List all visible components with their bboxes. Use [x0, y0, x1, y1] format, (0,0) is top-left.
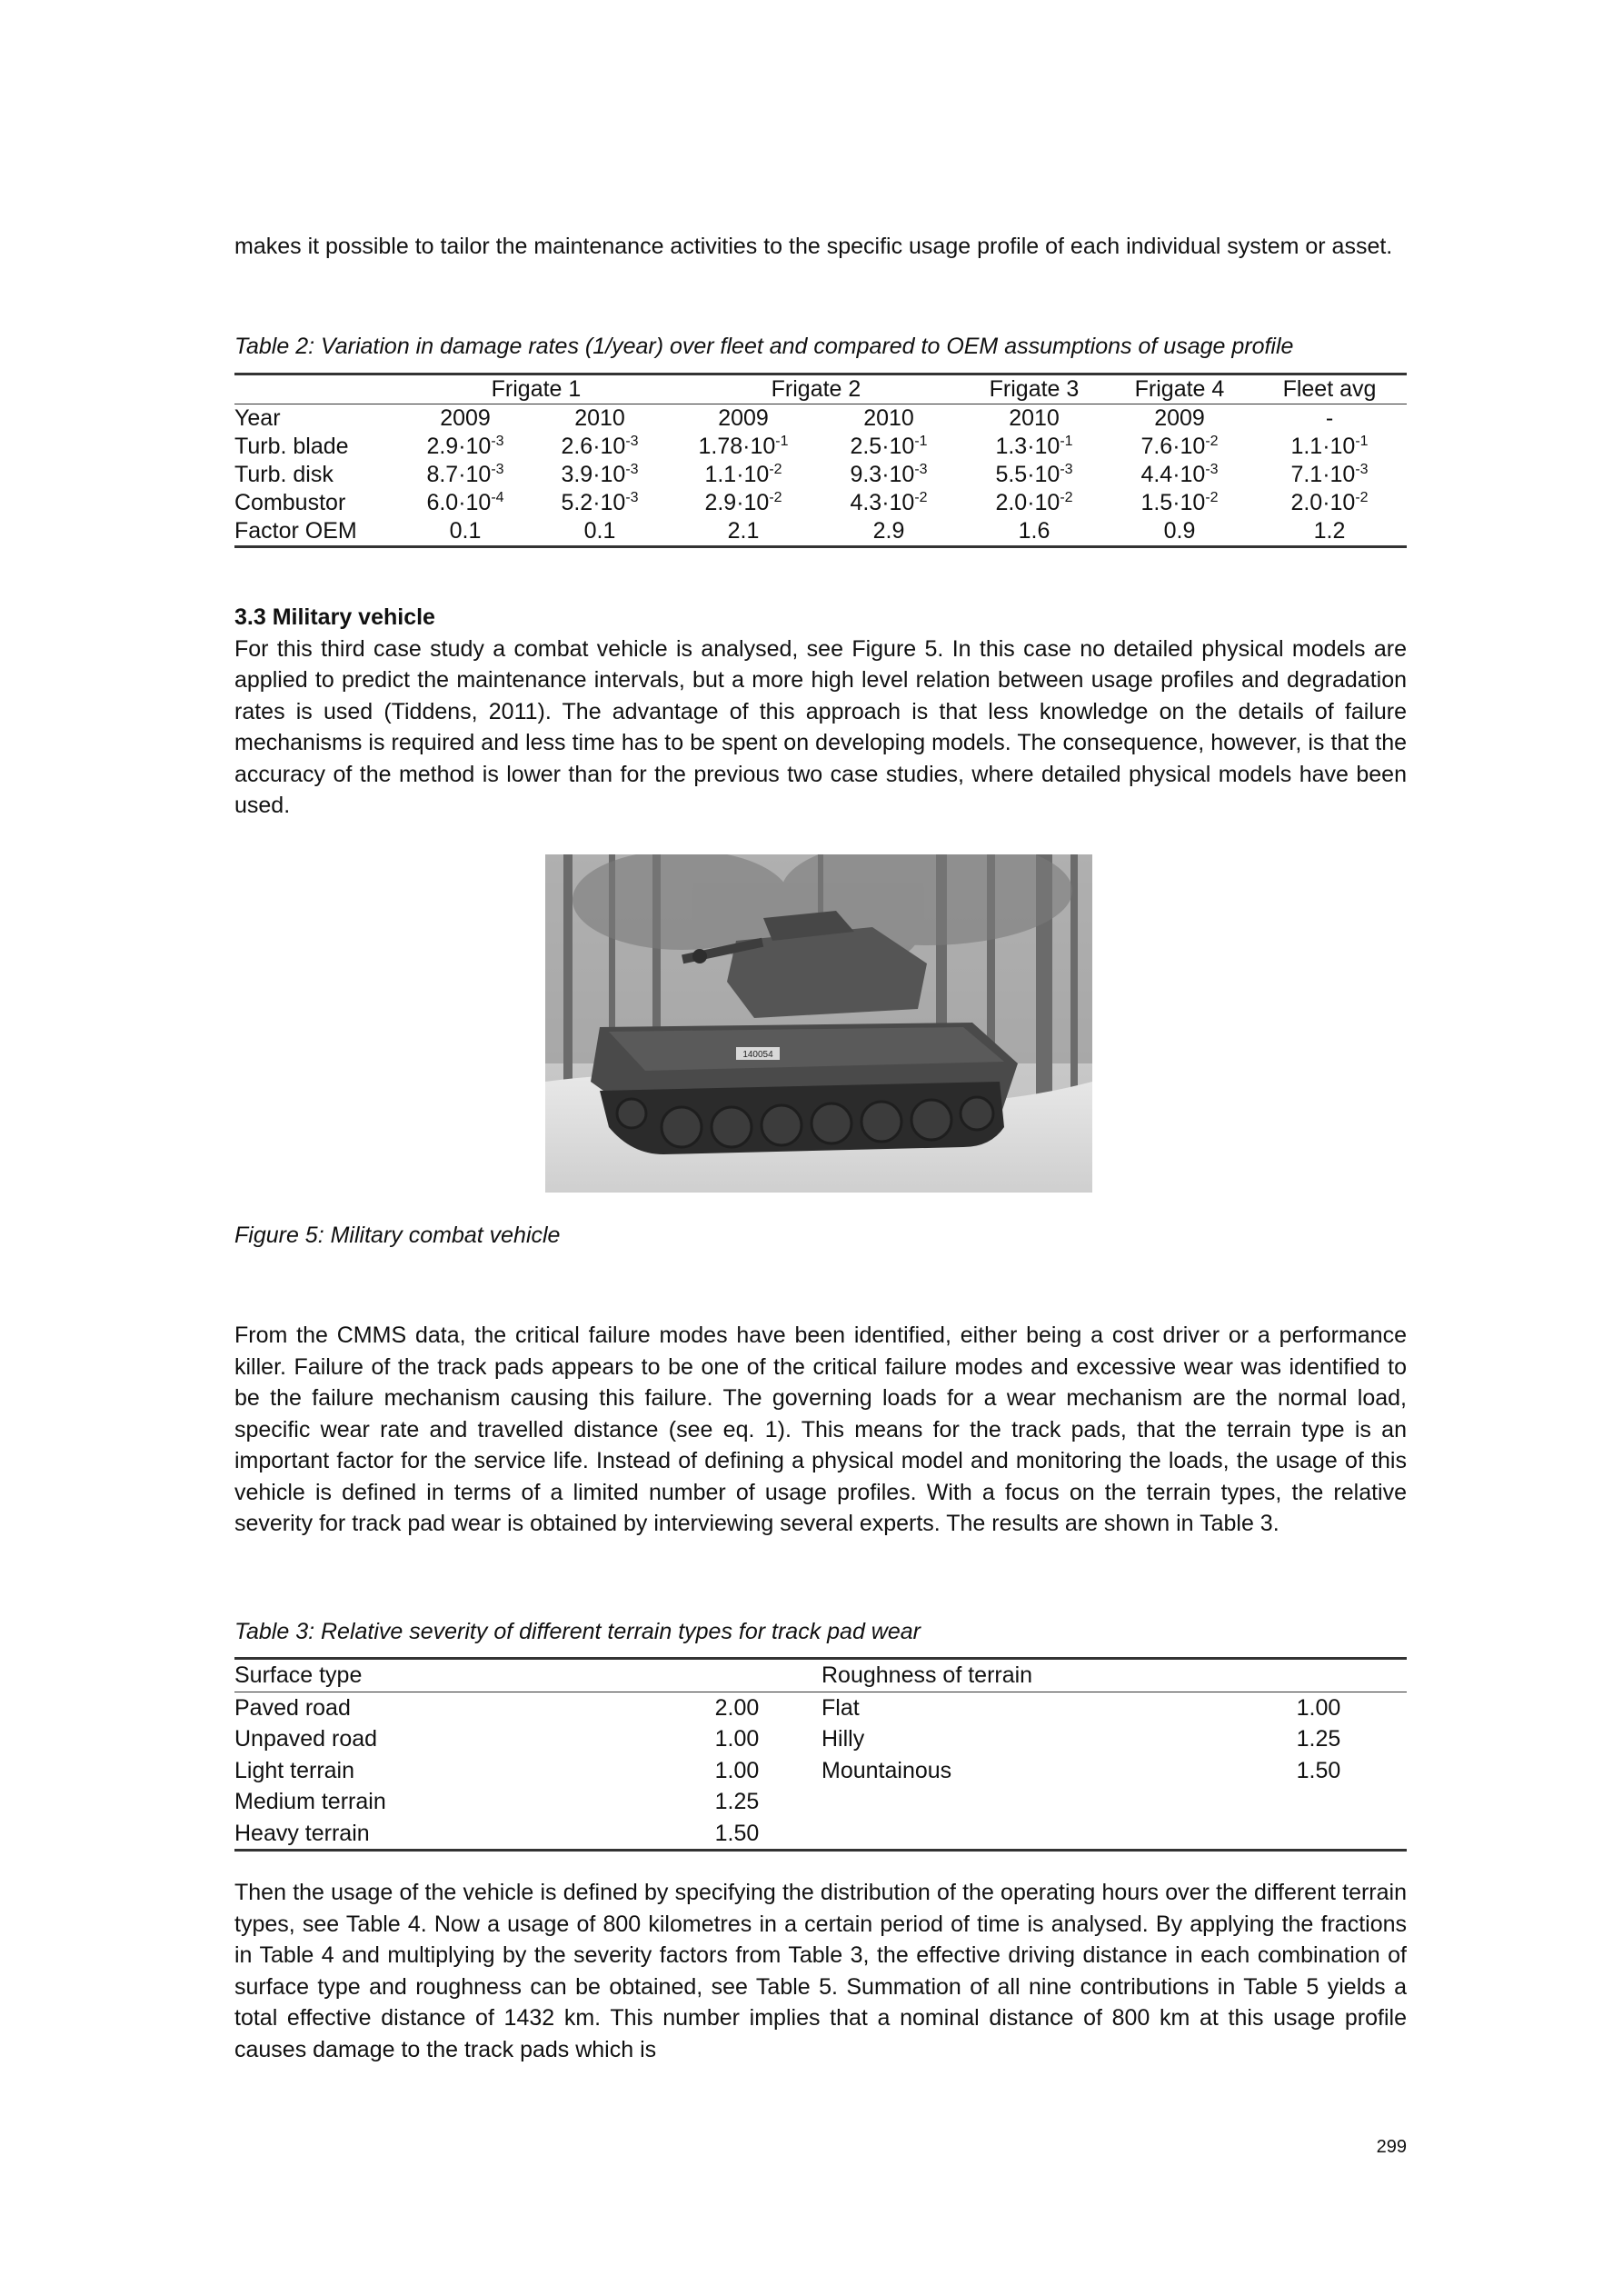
table3-header	[234, 1659, 1407, 1692]
table2-cell	[402, 433, 529, 461]
cell-value: 0.1	[449, 518, 482, 544]
table2-cell	[816, 404, 961, 434]
cell-exponent: -2	[1205, 434, 1219, 449]
cell-exponent: -3	[914, 462, 928, 477]
surface-type-cell: Heavy terrain	[234, 1818, 652, 1851]
surface-type-cell: Paved road	[234, 1694, 351, 1721]
cell-exponent: -2	[769, 462, 782, 477]
table2-group-header	[234, 374, 1407, 404]
table2-cell	[1107, 433, 1252, 461]
table3-row	[234, 1692, 1407, 1723]
cell-value: 5.2·10	[561, 490, 626, 515]
cell-exponent: -3	[491, 434, 504, 449]
row-label: Turb. disk	[234, 462, 334, 487]
cell-exponent: -3	[1355, 462, 1369, 477]
paragraph-usage-text: Then the usage of the vehicle is defined by specifying the distribution of the operating hours over the different terrain types, see Table 4. Now a usage of 800 kilometres in a certain period of time is analysed. By applying the fractions in Table 4 and multiplying by the severity factors from Table 3, the effective driving distance in each combination of surface type and roughness can be obtained, see Table 5. Summation of all nine contributions in Table 5 yields a total effective distance of 1432 km. This number implies that a nominal distance of 800 km at this usage profile causes damage to the track pads which is	[234, 1880, 1407, 2062]
cell-value: 8.7·10	[426, 462, 492, 487]
table3-row	[234, 1818, 1407, 1851]
surface-value-cell: 2.00	[714, 1694, 760, 1721]
cell-value: 2.0·10	[995, 490, 1060, 515]
surface-type-cell: Medium terrain	[234, 1789, 386, 1814]
cell-exponent: -1	[775, 434, 789, 449]
roughness-cell	[821, 1786, 1230, 1818]
cell-value: 1.5·10	[1140, 490, 1206, 515]
surface-type-cell: Light terrain	[234, 1757, 355, 1783]
table2-cell	[1107, 489, 1252, 517]
table2-cell	[671, 404, 816, 434]
table2-caption: Table 2: Variation in damage rates (1/year) over fleet and compared to OEM assumptions of usage profile	[234, 334, 1294, 359]
table2-cell	[816, 517, 961, 547]
table3-row	[234, 1755, 1407, 1787]
table2-cell	[1252, 433, 1407, 461]
cell-exponent: -2	[769, 490, 782, 505]
table2-cell	[402, 517, 529, 547]
table3-row	[234, 1723, 1407, 1755]
cell-value: 2.9	[872, 518, 905, 544]
group-header-cell: Frigate 2	[671, 374, 961, 404]
cell-value: 1.78·10	[698, 434, 776, 459]
cell-value: 2010	[1009, 405, 1060, 431]
cell-value: 4.4·10	[1140, 462, 1206, 487]
cell-value: 2009	[718, 405, 769, 431]
cell-value: 1.3·10	[995, 434, 1060, 459]
cell-value: 2.6·10	[561, 434, 626, 459]
section-heading: 3.3 Military vehicle	[234, 604, 435, 630]
table2-cell	[529, 433, 671, 461]
table2-cell	[529, 404, 671, 434]
roughness-cell: Flat	[821, 1694, 860, 1721]
cell-exponent: -1	[1355, 434, 1369, 449]
table2-cell	[1107, 517, 1252, 547]
figure5-caption: Figure 5: Military combat vehicle	[234, 1223, 561, 1248]
section-3-3	[234, 602, 1407, 822]
table2-cell	[816, 433, 961, 461]
cell-value: 0.1	[583, 518, 616, 544]
table3	[234, 1657, 1407, 1852]
table2-cell	[529, 517, 671, 547]
cell-value: 2010	[863, 405, 914, 431]
table2	[234, 373, 1407, 548]
table2-cell	[671, 489, 816, 517]
table2-cell	[961, 404, 1107, 434]
paragraph-usage	[234, 1877, 1407, 2065]
table2-row	[234, 517, 1407, 547]
table2-cell	[402, 489, 529, 517]
cell-exponent: -3	[1060, 462, 1073, 477]
cell-value: 2.0·10	[1290, 490, 1356, 515]
roughness-value-cell	[1230, 1786, 1407, 1818]
combat-vehicle-image	[545, 854, 1092, 1193]
cell-exponent: -2	[1355, 490, 1369, 505]
table2-cell	[961, 517, 1107, 547]
surface-value-cell: 1.50	[652, 1818, 821, 1851]
cell-value: 2.9·10	[704, 490, 770, 515]
cell-value: 5.5·10	[995, 462, 1060, 487]
cell-exponent: -2	[914, 490, 928, 505]
table2-cell	[529, 461, 671, 489]
table2-cell	[671, 461, 816, 489]
table2-cell	[1252, 517, 1407, 547]
header-surface-type: Surface type	[234, 1659, 821, 1692]
table2-row	[234, 404, 1407, 434]
table2-cell	[961, 433, 1107, 461]
surface-value-cell: 1.25	[714, 1789, 760, 1814]
cell-value: 2010	[574, 405, 625, 431]
intro-text: makes it possible to tailor the maintenance activities to the specific usage profile of each individual system or asset.	[234, 234, 1393, 259]
cell-exponent: -3	[1205, 462, 1219, 477]
table3-grid	[234, 1657, 1407, 1852]
cell-value: 3.9·10	[561, 462, 626, 487]
table2-cell	[816, 461, 961, 489]
section-paragraph: For this third case study a combat vehicle is analysed, see Figure 5. In this case no detailed physical models are applied to predict the maintenance intervals, but a more high level relation between usage profiles and degradation rates is used (Tiddens, 2011). The advantage of this approach is that less knowledge on the details of failure mechanisms is required and less time has to be spent on developing models. The consequence, however, is that the accuracy of the method is lower than for the previous two case studies, where detailed physical models have been used.	[234, 635, 1407, 818]
cell-value: 0.9	[1163, 518, 1196, 544]
intro-paragraph	[234, 231, 1407, 263]
cell-exponent: -3	[625, 434, 639, 449]
roughness-cell	[821, 1818, 1230, 1851]
table2-cell	[1107, 461, 1252, 489]
cell-value: 4.3·10	[850, 490, 915, 515]
group-header-cell: Fleet avg	[1252, 374, 1407, 404]
cell-value: 6.0·10	[426, 490, 492, 515]
group-header-cell: Frigate 4	[1107, 374, 1252, 404]
cell-exponent: -1	[914, 434, 928, 449]
cell-exponent: -3	[625, 462, 639, 477]
table3-caption: Table 3: Relative severity of different terrain types for track pad wear	[234, 1619, 921, 1644]
paragraph-cmms-text: From the CMMS data, the critical failure modes have been identified, either being a cost driver or a performance killer. Failure of the track pads appears to be one of the critical failure modes and excessive wear was identified to be the failure mechanism causing this failure. The governing loads for a wear mechanism are the normal load, specific wear rate and travelled distance (see eq. 1). This means for the track pads, that the terrain type is an important factor for the service life. Instead of defining a physical model and monitoring the loads, the usage of this vehicle is defined in terms of a limited number of usage profiles. With a focus on the terrain types, the relative severity for track pad wear is obtained by interviewing several experts. The results are shown in Table 3.	[234, 1323, 1407, 1536]
roughness-cell: Hilly	[821, 1726, 865, 1752]
row-label: Combustor	[234, 490, 346, 515]
table2-cell	[671, 517, 816, 547]
table2-row	[234, 489, 1407, 517]
cell-value: 2009	[1154, 405, 1205, 431]
cell-value: 1.1·10	[704, 462, 770, 487]
table2-cell	[529, 489, 671, 517]
page-number: 299	[1376, 2137, 1407, 2157]
cell-exponent: -3	[491, 462, 504, 477]
surface-type-cell: Unpaved road	[234, 1726, 378, 1752]
row-label: Turb. blade	[234, 434, 349, 459]
cell-value: 2.1	[727, 518, 760, 544]
surface-value-cell: 1.00	[714, 1726, 760, 1752]
cell-value: 7.1·10	[1290, 462, 1356, 487]
roughness-value-cell: 1.00	[1296, 1694, 1341, 1721]
table2-cell	[961, 461, 1107, 489]
table2-cell	[961, 489, 1107, 517]
row-label: Year	[234, 404, 402, 434]
row-label: Factor OEM	[234, 517, 402, 547]
table2-cell	[816, 489, 961, 517]
cell-exponent: -3	[625, 490, 639, 505]
cell-value: 1.6	[1018, 518, 1050, 544]
cell-exponent: -1	[1060, 434, 1073, 449]
roughness-cell: Mountainous	[821, 1757, 952, 1783]
header-roughness: Roughness of terrain	[821, 1659, 1407, 1692]
combat-vehicle-photo	[545, 854, 1092, 1193]
table2-row	[234, 433, 1407, 461]
table2-cell	[402, 404, 529, 434]
table2-cell	[1252, 461, 1407, 489]
cell-value: 2.5·10	[850, 434, 915, 459]
table2-cell	[1107, 404, 1252, 434]
table2-cell	[402, 461, 529, 489]
cell-exponent: -4	[491, 490, 504, 505]
group-header-cell: Frigate 3	[961, 374, 1107, 404]
cell-exponent: -2	[1060, 490, 1073, 505]
group-header-cell: Frigate 1	[402, 374, 671, 404]
vehicle-marking: 140054	[742, 1050, 773, 1060]
table2-grid	[234, 373, 1407, 548]
cell-value: 2.9·10	[426, 434, 492, 459]
table2-cell	[671, 433, 816, 461]
roughness-value-cell: 1.25	[1296, 1726, 1341, 1752]
cell-exponent: -2	[1205, 490, 1219, 505]
roughness-value-cell: 1.50	[1296, 1757, 1341, 1783]
table3-row	[234, 1786, 1407, 1818]
roughness-value-cell	[1230, 1818, 1407, 1851]
cell-value: 2009	[440, 405, 491, 431]
cell-value: -	[1325, 405, 1334, 431]
cell-value: 7.6·10	[1140, 434, 1206, 459]
table2-cell	[1252, 489, 1407, 517]
table2-cell	[1252, 404, 1407, 434]
cell-value: 9.3·10	[850, 462, 915, 487]
cell-value: 1.2	[1313, 518, 1346, 544]
paragraph-cmms	[234, 1320, 1407, 1540]
cell-value: 1.1·10	[1290, 434, 1356, 459]
surface-value-cell: 1.00	[714, 1757, 760, 1783]
table2-row	[234, 461, 1407, 489]
